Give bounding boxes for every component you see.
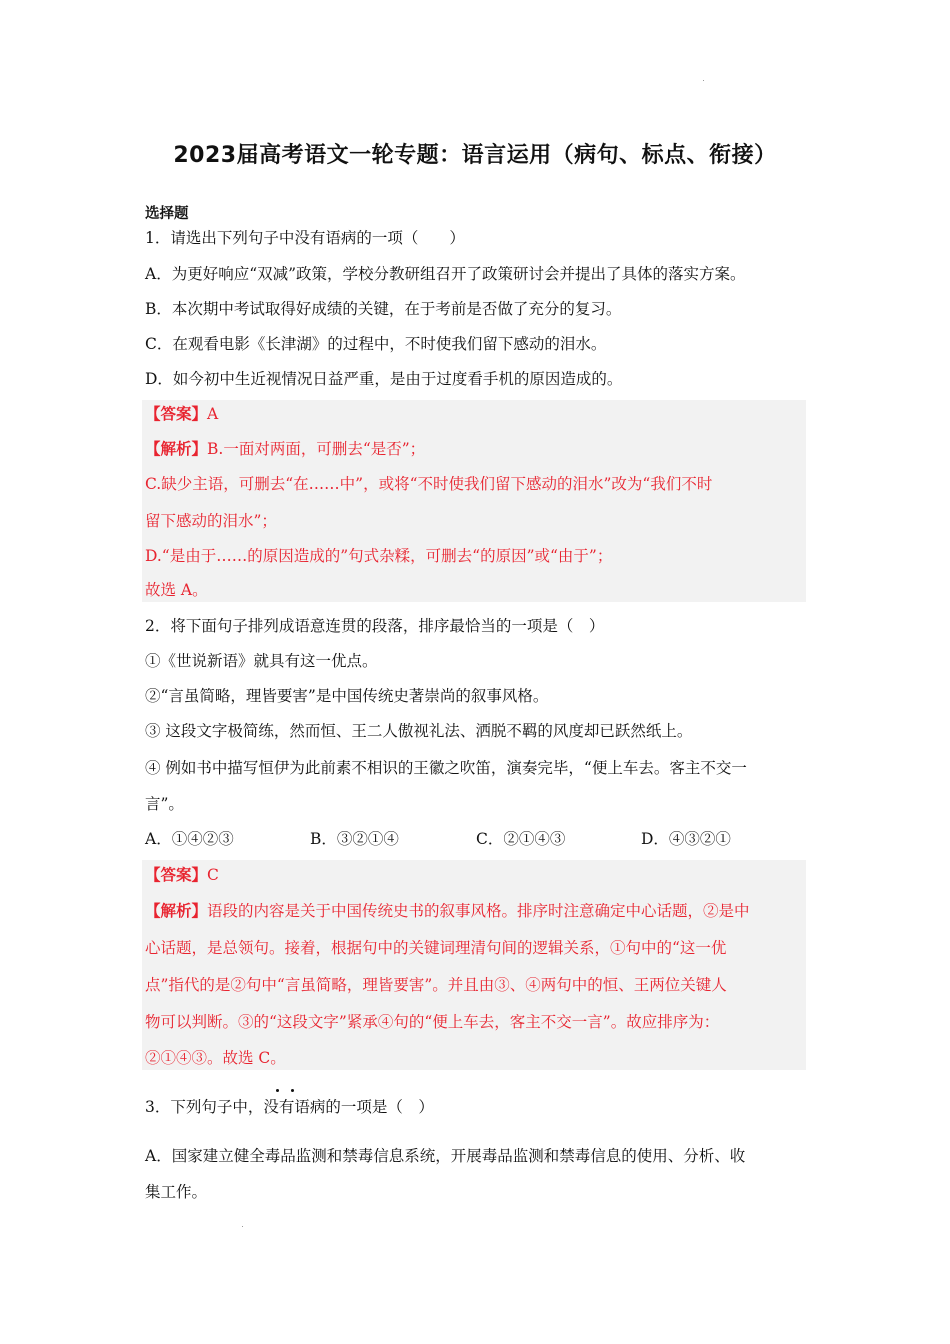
q2-answer-box	[142, 860, 806, 1070]
q1-option-c: C．在观看电影《长津湖》的过程中，不时使我们留下感动的泪水。	[145, 335, 607, 353]
q2-option-d: D．④③②①	[641, 830, 731, 848]
q1-analysis-line-2: C.缺少主语，可删去“在……中”，或将“不时使我们留下感动的泪水”改为“我们不时	[145, 475, 713, 493]
q1-answer	[145, 404, 218, 424]
q2-sentence-3: ③ 这段文字极简练，然而恒、王二人傲视礼法、洒脱不羁的风度却已跃然纸上。	[145, 722, 693, 740]
q2-analysis-line-2: 心话题，是总领句。接着，根据句中的关键词理清句间的逻辑关系，①句中的“这一优	[145, 939, 727, 957]
q1-analysis-line-1	[145, 439, 425, 459]
q2-analysis-line-4: 物可以判断。③的“这段文字”紧承④句的“便上车去，客主不交一言”。故应排序为：	[145, 1013, 720, 1031]
emphasis-dot	[291, 1089, 294, 1092]
q1-answer-box	[142, 400, 806, 602]
q1-option-d: D．如今初中生近视情况日益严重，是由于过度看手机的原因造成的。	[145, 370, 623, 388]
q2-option-c: C．②①④③	[476, 830, 566, 848]
q1-answer-tag: 【答案】	[145, 404, 208, 423]
q2-analysis-tag: 【解析】	[145, 901, 208, 920]
q1-option-a: A．为更好响应“双减”政策，学校分教研组召开了政策研讨会并提出了具体的落实方案。	[145, 265, 746, 283]
q1-analysis-line-3: 留下感动的泪水”；	[145, 512, 277, 530]
q2-sentence-1: ①《世说新语》就具有这一优点。	[145, 652, 378, 670]
q2-option-b: B．③②①④	[310, 830, 399, 848]
q2-stem: 2．将下面句子排列成语意连贯的段落，排序最恰当的一项是（ ）	[145, 617, 605, 635]
emphasis-dot	[276, 1089, 279, 1092]
page-title: 2023届高考语文一轮专题：语言运用（病句、标点、衔接）	[173, 143, 777, 168]
section-heading: 选择题	[145, 206, 189, 222]
q2-analysis-line-1	[145, 901, 750, 921]
q2-analysis-line-5: ②①④③。故选 C。	[145, 1049, 286, 1067]
page-speck	[703, 80, 704, 81]
q2-sentence-4: ④ 例如书中描写恒伊为此前素不相识的王徽之吹笛，演奏完毕，“便上车去。客主不交一	[145, 759, 747, 777]
q2-answer-tag: 【答案】	[145, 865, 208, 884]
q2-analysis-text-1: 语段的内容是关于中国传统史书的叙事风格。排序时注意确定中心话题，②是中	[207, 902, 750, 920]
q1-analysis-tag: 【解析】	[145, 439, 208, 458]
q3-stem: 3．下列句子中，没有语病的一项是（ ）	[145, 1098, 434, 1116]
q1-answer-value: A	[207, 405, 219, 423]
q2-sentence-2: ②“言虽简略，理皆要害”是中国传统史著崇尚的叙事风格。	[145, 687, 549, 705]
page-speck	[242, 1226, 243, 1227]
q2-sentence-4-cont: 言”。	[145, 795, 184, 813]
q1-analysis-line-4: D.“是由于……的原因造成的”句式杂糅，可删去“的原因”或“由于”；	[145, 547, 613, 565]
q2-analysis-line-3: 点”指代的是②句中“言虽简略，理皆要害”。并且由③、④两句中的恒、王两位关键人	[145, 976, 727, 994]
q1-analysis-line-5: 故选 A。	[145, 581, 208, 599]
q3-option-a-line-2: 集工作。	[145, 1183, 208, 1201]
q3-option-a-line-1: A．国家建立健全毒品监测和禁毒信息系统，开展毒品监测和禁毒信息的使用、分析、收	[145, 1147, 746, 1165]
q1-option-b: B．本次期中考试取得好成绩的关键，在于考前是否做了充分的复习。	[145, 300, 622, 318]
q2-answer	[145, 865, 219, 885]
q2-answer-value: C	[207, 866, 219, 884]
q2-option-a: A．①④②③	[145, 830, 234, 848]
q1-stem: 1．请选出下列句子中没有语病的一项（ ）	[145, 229, 465, 247]
q1-analysis-text-1: B.一面对两面，可删去“是否”；	[207, 440, 426, 458]
